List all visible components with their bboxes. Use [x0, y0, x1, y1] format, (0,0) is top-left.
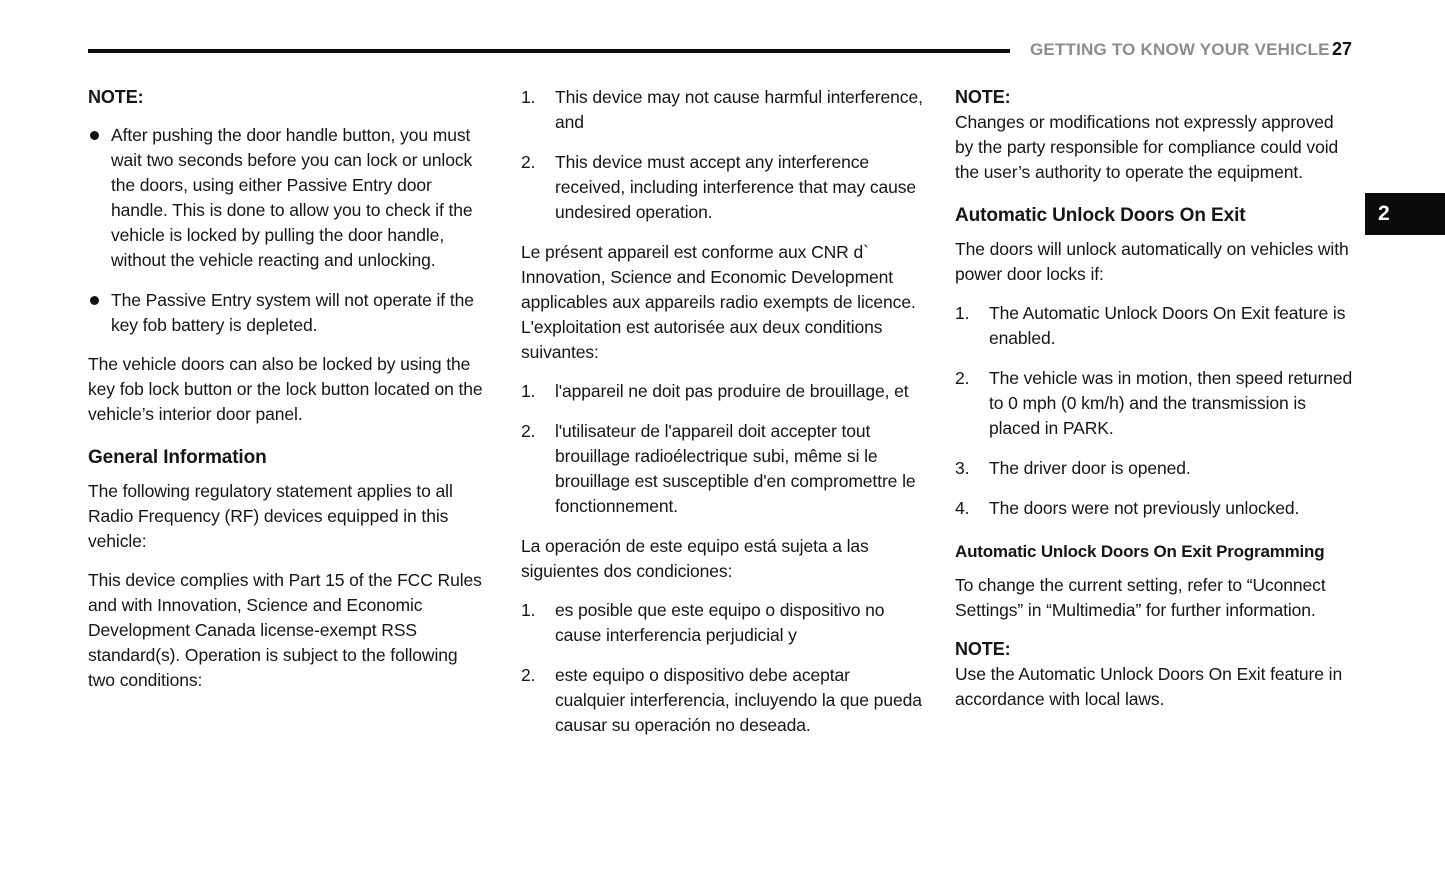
list-text: l'utilisateur de l'appareil doit accepter tout brouillage radioélectrique subi, même si le brouillage est susceptible d'en compromettre le fonctionnement. [555, 421, 916, 516]
paragraph-spanish: La operación de este equipo está sujeta a las siguientes dos condiciones: [521, 536, 869, 581]
list-item [521, 379, 924, 404]
column-right [955, 85, 1353, 726]
paragraph: The following regulatory statement applies to all Radio Frequency (RF) devices equipped in this vehicle: [88, 481, 453, 551]
list-text: es posible que este equipo o dispositivo no cause interferencia perjudicial y [555, 600, 885, 645]
list-text: este equipo o dispositivo debe aceptar cualquier interferencia, incluyendo la que pueda causar su operación no deseada. [555, 665, 922, 735]
paragraph-french: Le présent appareil est conforme aux CNR d` Innovation, Science and Economic Development applicables aux appareils radio exempts de licence. L'exploitation est autorisée aux deux conditions suivantes: [521, 242, 916, 362]
paragraph: The vehicle doors can also be locked by using the key fob lock button or the lock button located on the vehicle’s interior door panel. [88, 354, 483, 424]
column-middle [521, 85, 924, 753]
list-text: This device must accept any interference received, including interference that may cause undesired operation. [555, 152, 917, 222]
list-item [521, 150, 924, 225]
list-number: 1. [521, 87, 536, 107]
list-text: The doors were not previously unlocked. [989, 498, 1300, 518]
list-number: 2. [955, 368, 970, 388]
list-item [88, 288, 489, 338]
list-item [955, 456, 1353, 481]
note-text: Changes or modifications not expressly approved by the party responsible for compliance could void the user’s authority to operate the equipment. [955, 112, 1339, 182]
list-number: 1. [521, 381, 536, 401]
bullet-text: The Passive Entry system will not operate if the key fob battery is depleted. [111, 290, 474, 335]
note-text: Use the Automatic Unlock Doors On Exit feature in accordance with local laws. [955, 664, 1343, 709]
list-text: The Automatic Unlock Doors On Exit feature is enabled. [989, 303, 1346, 348]
spanish-conditions-list [521, 598, 924, 738]
list-number: 2. [521, 152, 536, 172]
note-label: NOTE: [955, 639, 1011, 659]
list-number: 1. [521, 600, 536, 620]
list-text: l'appareil ne doit pas produire de brouillage, et [555, 381, 909, 401]
list-number: 3. [955, 458, 970, 478]
paragraph: To change the current setting, refer to “Uconnect Settings” in “Multimedia” for further information. [955, 575, 1326, 620]
heading-auto-unlock-programming: Automatic Unlock Doors On Exit Programming [955, 542, 1325, 561]
list-number: 2. [521, 665, 536, 685]
column-left [88, 85, 489, 707]
section-title: GETTING TO KNOW YOUR VEHICLE [1030, 40, 1330, 59]
list-number: 4. [955, 498, 970, 518]
list-item [521, 85, 924, 135]
paragraph: The doors will unlock automatically on vehicles with power door locks if: [955, 239, 1349, 284]
list-number: 2. [521, 421, 536, 441]
list-text: This device may not cause harmful interference, and [555, 87, 923, 132]
list-item [955, 366, 1353, 441]
note-label: NOTE: [88, 87, 144, 107]
list-text: The driver door is opened. [989, 458, 1191, 478]
list-text: The vehicle was in motion, then speed returned to 0 mph (0 km/h) and the transmission is placed in PARK. [989, 368, 1353, 438]
page-number: 27 [1332, 39, 1353, 59]
heading-auto-unlock: Automatic Unlock Doors On Exit [955, 205, 1246, 226]
list-item [955, 496, 1353, 521]
header-rule [88, 49, 1010, 53]
note-label: NOTE: [955, 87, 1011, 107]
list-item [521, 663, 924, 738]
list-number: 1. [955, 303, 970, 323]
note-bullet-list [88, 123, 489, 338]
list-item [88, 123, 489, 273]
paragraph: This device complies with Part 15 of the FCC Rules and with Innovation, Science and Economic Development Canada license-exempt RSS standard(s). Operation is subject to the following two conditions: [88, 570, 482, 690]
bullet-icon [90, 296, 99, 305]
fcc-conditions-list [521, 85, 924, 225]
bullet-text: After pushing the door handle button, you must wait two seconds before you can lock or unlock the doors, using either Passive Entry door handle. This is done to allow you to check if the vehicle is locked by pulling the door handle, without the vehicle reacting and unlocking. [111, 125, 473, 270]
list-item [521, 598, 924, 648]
chapter-tab-label: 2 [1378, 202, 1390, 225]
auto-unlock-conditions-list [955, 301, 1353, 521]
french-conditions-list [521, 379, 924, 519]
list-item [521, 419, 924, 519]
bullet-icon [90, 131, 99, 140]
list-item [955, 301, 1353, 351]
chapter-tab [1365, 193, 1445, 235]
heading-general-information: General Information [88, 447, 267, 468]
